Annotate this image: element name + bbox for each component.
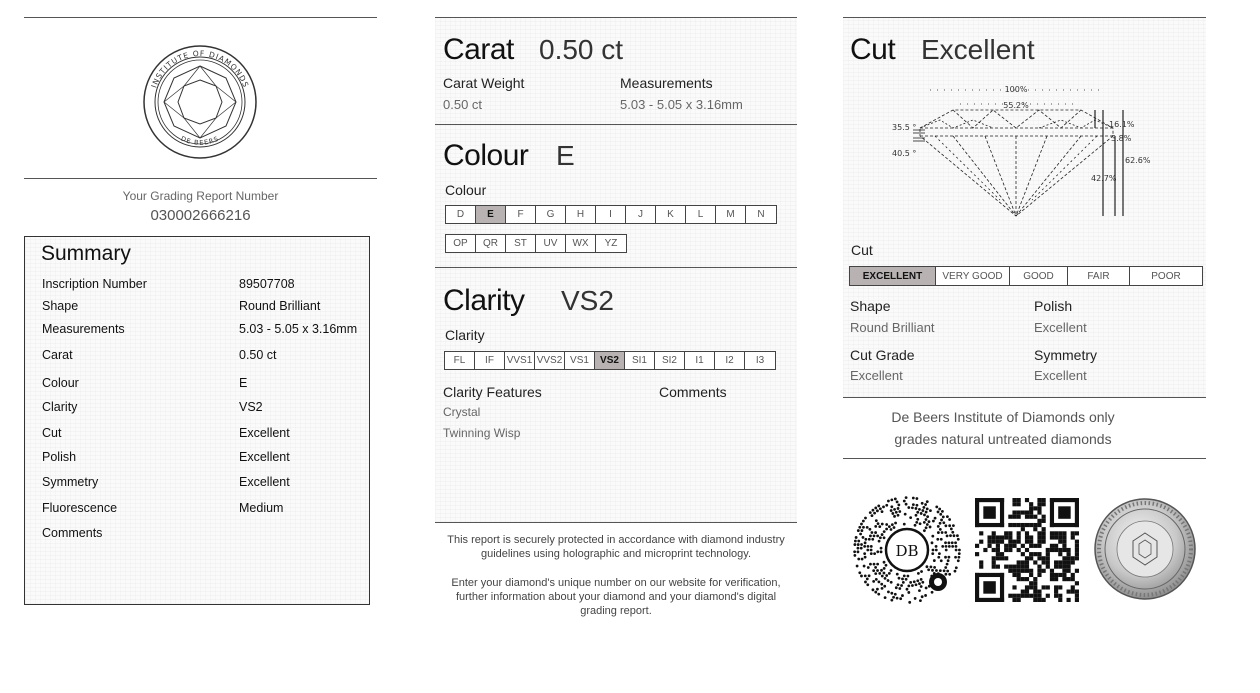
grade-cell: FAIR xyxy=(1068,267,1130,285)
natural-note-line2: grades natural untreated diamonds xyxy=(894,431,1112,447)
logo-rule xyxy=(24,178,377,179)
summary-row-key: Polish xyxy=(42,450,77,464)
summary-row-key: Inscription Number xyxy=(42,277,147,291)
cut-grade-label: Cut Grade xyxy=(850,347,915,363)
clarity-feature-2: Twinning Wisp xyxy=(443,426,521,440)
summary-row-value: Excellent xyxy=(239,426,290,440)
colour-value: E xyxy=(556,140,575,171)
grade-cell: OP xyxy=(446,235,476,252)
natural-note-line1: De Beers Institute of Diamonds only xyxy=(891,409,1115,425)
shape-value: Round Brilliant xyxy=(850,320,935,335)
grade-cell: N xyxy=(746,206,776,223)
grade-cell: FL xyxy=(445,352,475,369)
cut-title: Cut xyxy=(850,33,896,66)
grade-cell: F xyxy=(506,206,536,223)
clarity-scale-label: Clarity xyxy=(445,327,485,343)
cut-grade-value: Excellent xyxy=(850,368,903,383)
note-bottom-rule xyxy=(843,458,1206,459)
carat-weight-label: Carat Weight xyxy=(443,75,525,91)
qr-code-icon[interactable] xyxy=(975,498,1079,602)
clarity-value: VS2 xyxy=(561,285,614,316)
cut-bottom-rule xyxy=(843,397,1206,398)
summary-row-key: Clarity xyxy=(42,400,78,414)
summary-row-value: E xyxy=(239,376,248,390)
middle-top-rule xyxy=(435,17,797,18)
grade-cell: K xyxy=(656,206,686,223)
grade-cell: UV xyxy=(536,235,566,252)
grade-cell: SI1 xyxy=(625,352,655,369)
grade-cell: EXCELLENT xyxy=(850,267,936,285)
summary-row-key: Shape xyxy=(42,299,79,313)
summary-row-key: Measurements xyxy=(42,322,125,336)
crown-height-label: 16.1% xyxy=(1109,120,1135,129)
comments-label: Comments xyxy=(659,384,727,400)
shape-label: Shape xyxy=(850,298,891,314)
carat-weight-value: 0.50 ct xyxy=(443,97,483,112)
depth-label: 62.6% xyxy=(1125,156,1151,165)
report-number: 030002666216 xyxy=(150,207,251,224)
summary-row-value: 5.03 - 5.05 x 3.16mm xyxy=(239,322,358,336)
summary-row-value: Medium xyxy=(239,501,284,515)
grade-cell: VERY GOOD xyxy=(936,267,1010,285)
measurements-value: 5.03 - 5.05 x 3.16mm xyxy=(620,97,743,112)
middle-bottom-rule xyxy=(435,522,797,523)
summary-row-key: Carat xyxy=(42,348,73,362)
mini-program-code-icon[interactable] xyxy=(853,496,961,604)
colour-scale-row1 xyxy=(445,205,777,224)
grade-cell: H xyxy=(566,206,596,223)
top-rule xyxy=(24,17,377,18)
middle-panel-bg xyxy=(435,18,797,522)
summary-row-key: Comments xyxy=(42,526,103,540)
grade-cell: VS1 xyxy=(565,352,595,369)
clarity-feature-1: Crystal xyxy=(443,405,481,419)
clarity-scale xyxy=(444,351,776,370)
grade-cell: YZ xyxy=(596,235,626,252)
grade-cell: E xyxy=(476,206,506,223)
verification-note: Enter your diamond's unique number on our website for verification, further information about your diamond and your diamond's digital grading report. xyxy=(451,577,781,617)
colour-title: Colour xyxy=(443,139,529,172)
clarity-features-label: Clarity Features xyxy=(443,384,542,400)
grade-cell: VVS1 xyxy=(505,352,535,369)
measurements-label: Measurements xyxy=(620,75,713,91)
cut-value: Excellent xyxy=(921,34,1035,65)
polish-value: Excellent xyxy=(1034,320,1087,335)
carat-title: Carat xyxy=(443,33,514,66)
symmetry-value: Excellent xyxy=(1034,368,1087,383)
grade-cell: SI2 xyxy=(655,352,685,369)
colour-rule xyxy=(435,267,797,268)
grade-cell: L xyxy=(686,206,716,223)
grade-cell: WX xyxy=(566,235,596,252)
summary-row-value: VS2 xyxy=(239,400,263,414)
grade-cell: D xyxy=(446,206,476,223)
svg-text:INSTITUTE OF DIAMONDS xyxy=(149,49,250,89)
summary-title: Summary xyxy=(41,242,131,265)
summary-row-value: Round Brilliant xyxy=(239,299,321,313)
summary-row-key: Fluorescence xyxy=(42,501,118,515)
grade-cell: VS2 xyxy=(595,352,625,369)
summary-row-value: 0.50 ct xyxy=(239,348,277,362)
pavilion-depth-label: 42.7% xyxy=(1091,174,1117,183)
polish-label: Polish xyxy=(1034,298,1073,314)
grade-cell: M xyxy=(716,206,746,223)
carat-value: 0.50 ct xyxy=(539,34,624,65)
summary-row-key: Colour xyxy=(42,376,79,390)
grade-cell: I xyxy=(596,206,626,223)
summary-panel xyxy=(24,236,370,605)
summary-row-value: Excellent xyxy=(239,475,290,489)
summary-row-key: Cut xyxy=(42,426,62,440)
colour-scale-row2 xyxy=(445,234,627,253)
table-total-label: 100% xyxy=(1004,85,1028,94)
db-badge-text: DB xyxy=(895,542,919,560)
grade-cell: GOOD xyxy=(1010,267,1068,285)
grade-cell: ST xyxy=(506,235,536,252)
cut-scale-label: Cut xyxy=(851,242,873,258)
grade-cell: VVS2 xyxy=(535,352,565,369)
grade-cell: I1 xyxy=(685,352,715,369)
grade-cell: QR xyxy=(476,235,506,252)
table-pct-label: 55.2% xyxy=(1003,101,1029,110)
symmetry-label: Symmetry xyxy=(1034,347,1097,363)
grade-cell: J xyxy=(626,206,656,223)
summary-row-value: 89507708 xyxy=(239,277,295,291)
right-top-rule xyxy=(843,17,1206,18)
security-note: This report is securely protected in accordance with diamond industry guidelines using holographic and microprint technology. xyxy=(447,534,785,560)
clarity-title: Clarity xyxy=(443,284,525,317)
de-beers-logo xyxy=(140,42,260,162)
girdle-label: 3.8% xyxy=(1111,134,1132,143)
grade-cell: POOR xyxy=(1130,267,1202,285)
summary-row-value: Excellent xyxy=(239,450,290,464)
logo-text-bottom: DE BEERS xyxy=(179,134,221,147)
grade-cell: I3 xyxy=(745,352,775,369)
colour-scale-label: Colour xyxy=(445,182,487,198)
pavilion-angle-label: 40.5 ° xyxy=(892,149,917,158)
report-number-label: Your Grading Report Number xyxy=(122,189,279,203)
grade-cell: G xyxy=(536,206,566,223)
summary-row-key: Symmetry xyxy=(42,475,99,489)
grade-cell: I2 xyxy=(715,352,745,369)
hologram-seal-icon xyxy=(1093,497,1197,601)
crown-angle-label: 35.5 ° xyxy=(892,123,917,132)
cut-scale xyxy=(849,266,1203,286)
diamond-proportions-diagram xyxy=(885,80,1175,225)
grade-cell: IF xyxy=(475,352,505,369)
carat-rule xyxy=(435,124,797,125)
logo-text-top: INSTITUTE OF DIAMONDS xyxy=(149,48,251,90)
